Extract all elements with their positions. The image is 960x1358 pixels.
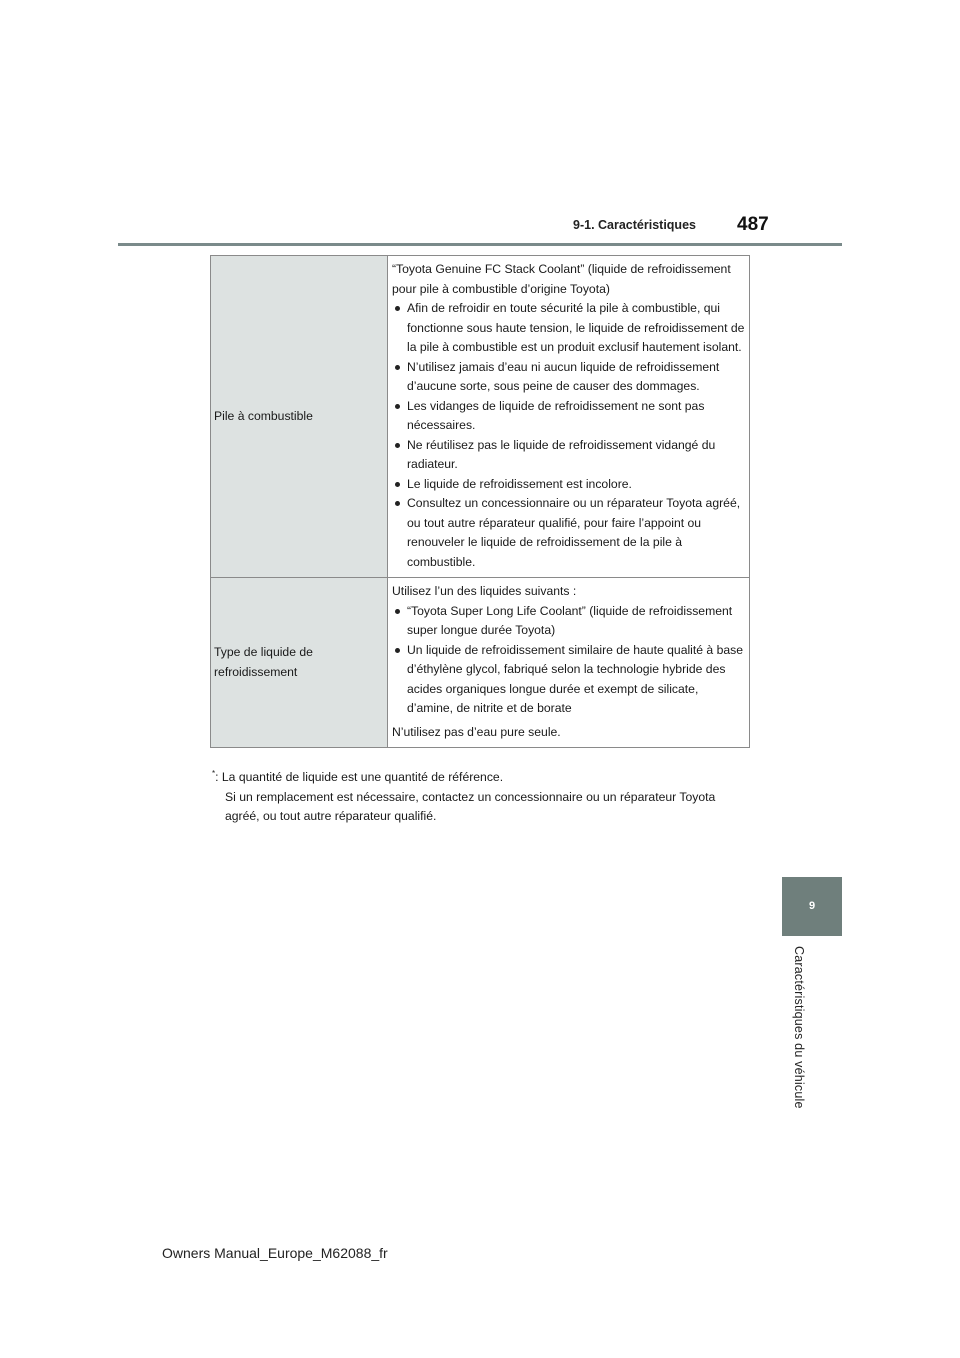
row-intro: “Toyota Genuine FC Stack Coolant” (liquide de refroidissement pour pile à combustible d’origine Toyota) [392,262,731,296]
row-outro: N’utilisez pas d’eau pure seule. [392,724,561,739]
list-item: Ne réutilisez pas le liquide de refroidissement vidangé du radiateur. [392,436,745,475]
coolant-spec-table [210,255,750,748]
list-item: Afin de refroidir en toute sécurité la pile à combustible, qui fonctionne sous haute tension, le liquide de refroidissement de la pile à combustible est un produit exclusif hautement isolant. [392,299,745,358]
list-item: Le liquide de refroidissement est incolore. [392,475,745,495]
footer-document-name: Owners Manual_Europe_M62088_fr [162,1245,388,1261]
list-item: Consultez un concessionnaire ou un réparateur Toyota agréé, ou tout autre réparateur qualifié, pour faire l’appoint ou renouveler le liquide de refroidissement de la pile à combustible. [392,494,745,572]
footnote-line1-wrap [212,770,503,784]
table-row [211,256,750,578]
header-section-title: 9-1. Caractéristiques [573,218,696,232]
table-row [211,578,750,748]
row-content-coolant-type [388,578,750,748]
bullet-list [392,602,745,719]
footnote-mark: * [212,769,216,778]
chapter-number-tab: 9 [782,877,842,936]
page-number: 487 [737,214,769,235]
bullet-list [392,299,745,572]
footnote [212,764,752,827]
list-item: Un liquide de refroidissement similaire de haute qualité à base d’éthylène glycol, fabriqué selon la technologie hybride des acides organiques longue durée et exempt de silicate, d’amine, de nitrite et de borate [392,641,745,719]
list-item: Les vidanges de liquide de refroidissement ne sont pas nécessaires. [392,397,745,436]
list-item: “Toyota Super Long Life Coolant” (liquide de refroidissement super longue durée Toyota) [392,602,745,641]
footnote-line2: Si un remplacement est nécessaire, contactez un concessionnaire ou un réparateur Toyota agréé, ou tout autre réparateur qualifié. [225,789,716,824]
header-rule [118,243,842,246]
row-label-coolant-type: Type de liquide de refroidissement [211,578,388,748]
row-label-fuel-cell: Pile à combustible [211,256,388,578]
list-item: N’utilisez jamais d’eau ni aucun liquide de refroidissement d’aucune sorte, sous peine de causer des dommages. [392,358,745,397]
row-intro: Utilisez l’un des liquides suivants : [392,584,577,598]
row-content-fuel-cell [388,256,750,578]
footnote-line1: : La quantité de liquide est une quantité de référence. [215,770,504,785]
chapter-side-title: Caractéristiques du véhicule [792,946,806,1109]
